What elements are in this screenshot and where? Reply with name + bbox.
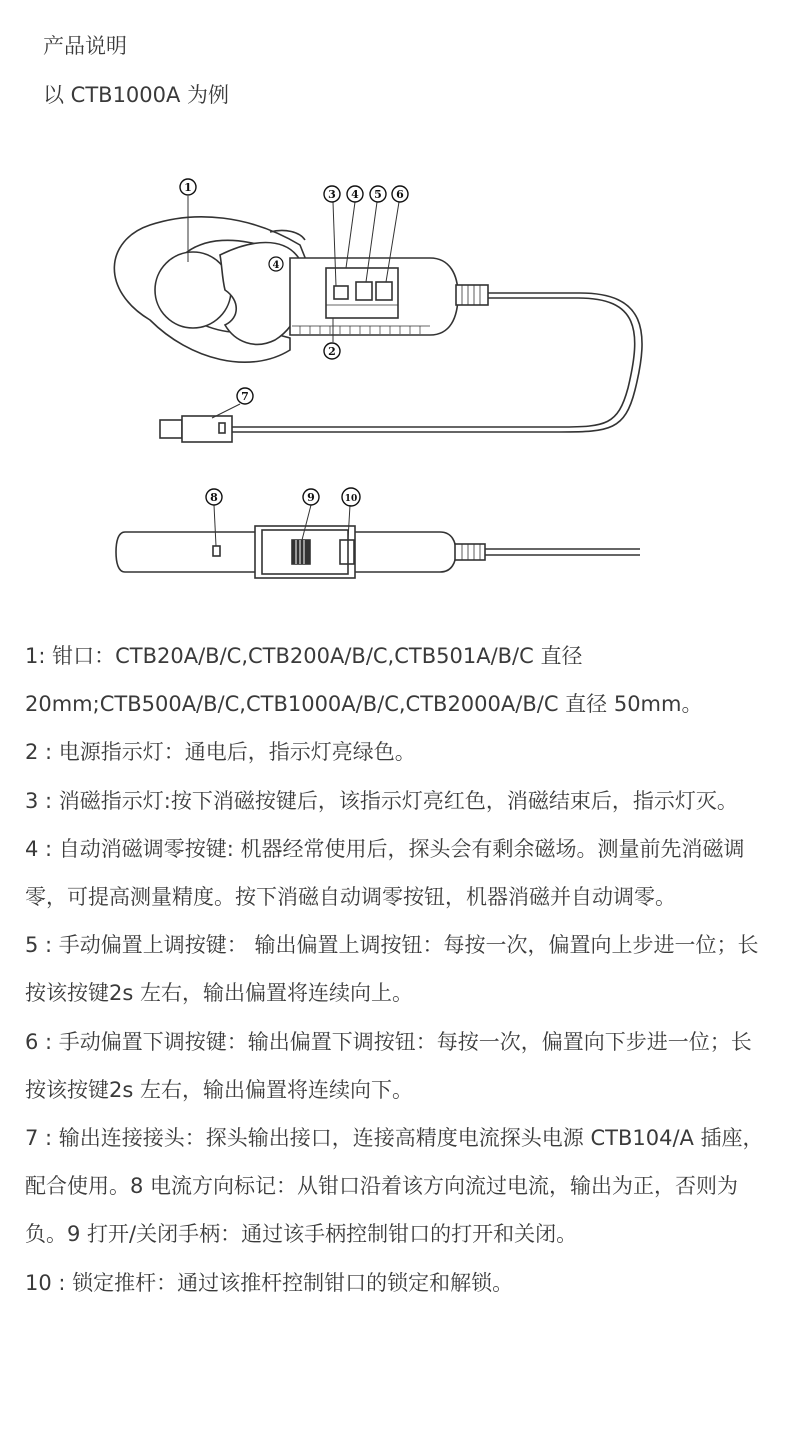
item-1-jaw: 1: 钳口：CTB20A/B/C,CTB200A/B/C,CTB501A/B/C 直径 20mm;CTB500A/B/C,CTB1000A/B/C,CTB2000A/B/C 直径 50mm。 [25, 644, 703, 717]
item-3-degauss-indicator: 3 : 消磁指示灯:按下消磁按键后，该指示灯亮红色，消磁结束后，指示灯灭。 [25, 788, 738, 813]
svg-text:2: 2 [328, 345, 336, 358]
clamp-jaw-top-view [114, 217, 310, 362]
svg-text:7: 7 [241, 390, 249, 403]
item-2-power-indicator: 2 : 电源指示灯：通电后，指示灯亮绿色。 [25, 740, 416, 765]
callout-8 [206, 489, 222, 505]
product-diagram [0, 0, 790, 620]
page-title: 产品说明 [43, 34, 127, 58]
item-10-lock-slider: 10 : 锁定推杆：通过该推杆控制钳口的锁定和解锁。 [25, 1270, 514, 1295]
callout-7 [237, 388, 253, 404]
probe-side-view [116, 526, 640, 578]
callout-9 [303, 489, 319, 505]
callout-1 [180, 179, 196, 195]
callout-6 [392, 186, 408, 202]
item-5-offset-up-button: 5 : 手动偏置上调按键： 输出偏置上调按钮：每按一次，偏置向上步进一位；长按该按键2s 左右，输出偏置将连续向上。 [25, 933, 759, 1006]
item-6-offset-down-button: 6 : 手动偏置下调按键：输出偏置下调按钮：每按一次，偏置向下步进一位；长按该按键2s 左右，输出偏置将连续向下。 [25, 1029, 752, 1102]
svg-text:4: 4 [272, 260, 280, 271]
callout-3 [324, 186, 340, 202]
svg-text:10: 10 [344, 494, 358, 504]
svg-text:3: 3 [328, 188, 336, 201]
callout-4 [347, 186, 363, 202]
probe-body-top-view [290, 258, 488, 335]
svg-text:6: 6 [396, 188, 404, 201]
svg-text:4: 4 [351, 188, 359, 201]
callout-5 [370, 186, 386, 202]
svg-text:8: 8 [210, 491, 218, 504]
item-4-auto-zero-button: 4 : 自动消磁调零按键: 机器经常使用后，探头会有剩余磁场。测量前先消磁调零，可提高测量精度。按下消磁自动调零按钮，机器消磁并自动调零。 [25, 836, 745, 910]
svg-text:5: 5 [374, 188, 382, 201]
callout-10 [342, 488, 360, 506]
callout-2 [324, 343, 340, 359]
page-subtitle: 以 CTB1000A 为例 [43, 83, 230, 107]
item-7-output-connector: 7 : 输出连接接头：探头输出接口，连接高精度电流探头电源 CTB104/A 插座，配合使用。8 电流方向标记：从钳口沿着该方向流过电流，输出为正，否则为负。9 打开/关闭手柄：通过该手柄控制钳口的打开和关闭。 [25, 1126, 764, 1247]
description-list [25, 632, 765, 1307]
svg-text:9: 9 [307, 491, 315, 504]
output-connector [160, 416, 232, 442]
svg-text:1: 1 [184, 181, 192, 194]
